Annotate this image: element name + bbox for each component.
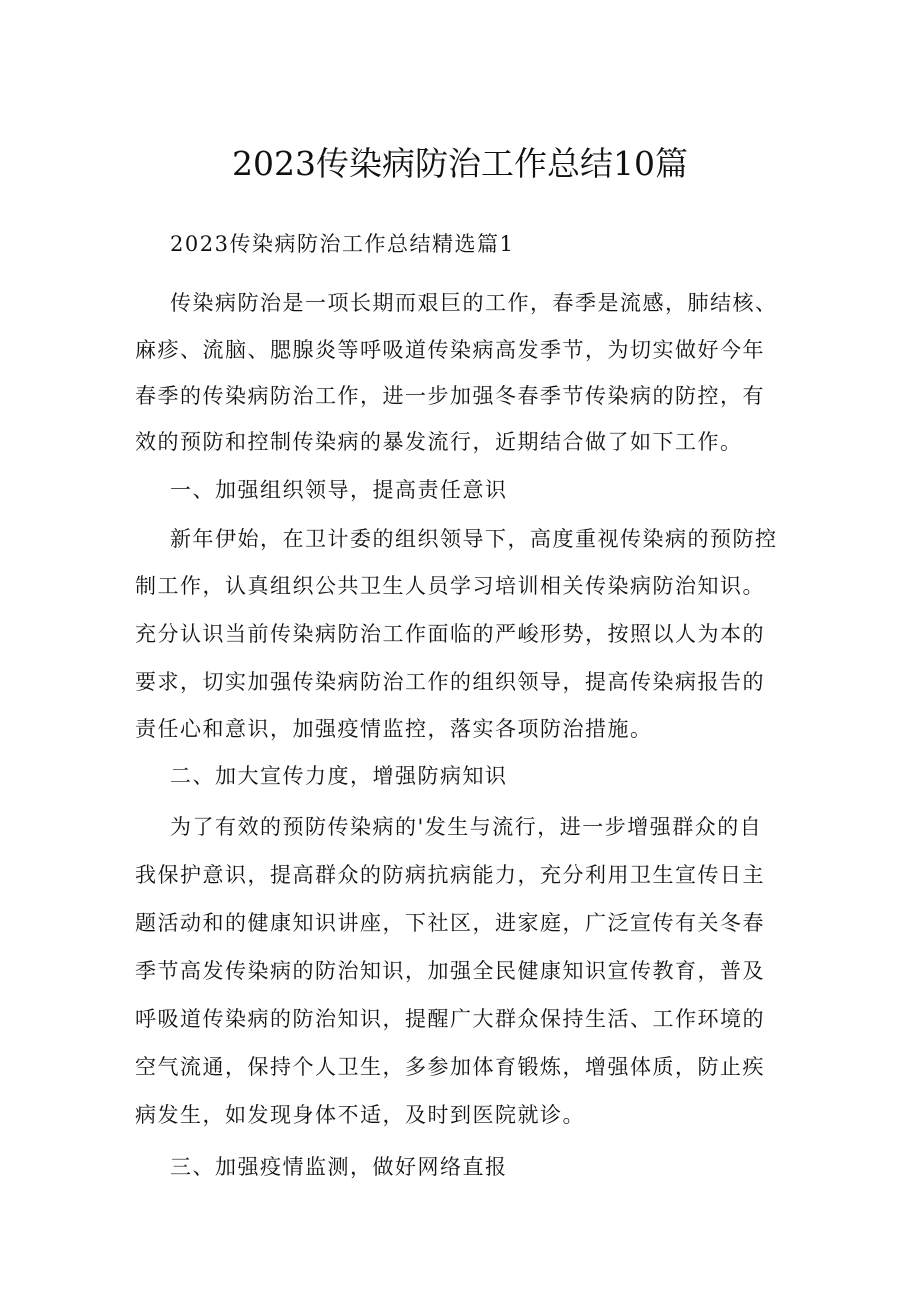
section-heading: 三、加强疫情监测，做好网络直报 — [170, 1155, 508, 1179]
body-line: 我保护意识，提高群众的防病抗病能力，充分利用卫生宣传日主 — [135, 863, 765, 887]
body-line: 要求，切实加强传染病防治工作的组织领导，提高传染病报告的 — [135, 670, 765, 694]
body-line: 季节高发传染病的防治知识，加强全民健康知识宣传教育，普及 — [135, 959, 765, 983]
body-line: 病发生，如发现身体不适，及时到医院就诊。 — [135, 1103, 585, 1127]
body-line: 麻疹、流脑、腮腺炎等呼吸道传染病高发季节，为切实做好今年 — [135, 338, 765, 362]
body-line: 呼吸道传染病的防治知识，提醒广大群众保持生活、工作环境的 — [135, 1007, 765, 1031]
document-title: 2023传染病防治工作总结10篇 — [232, 144, 688, 183]
body-line: 题活动和的健康知识讲座，下社区，进家庭，广泛宣传有关冬春 — [135, 911, 765, 935]
body-line: 制工作，认真组织公共卫生人员学习培训相关传染病防治知识。 — [135, 574, 765, 598]
body-line: 为了有效的预防传染病的'发生与流行，进一步增强群众的自 — [170, 815, 763, 839]
body-line: 效的预防和控制传染病的暴发流行，近期结合做了如下工作。 — [135, 430, 743, 454]
section-subtitle: 2023传染病防治工作总结精选篇1 — [170, 232, 515, 256]
body-line: 空气流通，保持个人卫生，多参加体育锻炼，增强体质，防止疾 — [135, 1055, 765, 1079]
body-line: 新年伊始，在卫计委的组织领导下，高度重视传染病的预防控 — [170, 527, 778, 551]
section-heading: 二、加大宣传力度，增强防病知识 — [170, 764, 508, 788]
body-line: 传染病防治是一项长期而艰巨的工作，春季是流感，肺结核、 — [170, 291, 778, 315]
section-heading: 一、加强组织领导，提高责任意识 — [170, 478, 508, 502]
body-line: 充分认识当前传染病防治工作面临的严峻形势，按照以人为本的 — [135, 622, 765, 646]
body-line: 春季的传染病防治工作，进一步加强冬春季节传染病的防控，有 — [135, 384, 765, 408]
body-line: 责任心和意识，加强疫情监控，落实各项防治措施。 — [135, 717, 653, 741]
